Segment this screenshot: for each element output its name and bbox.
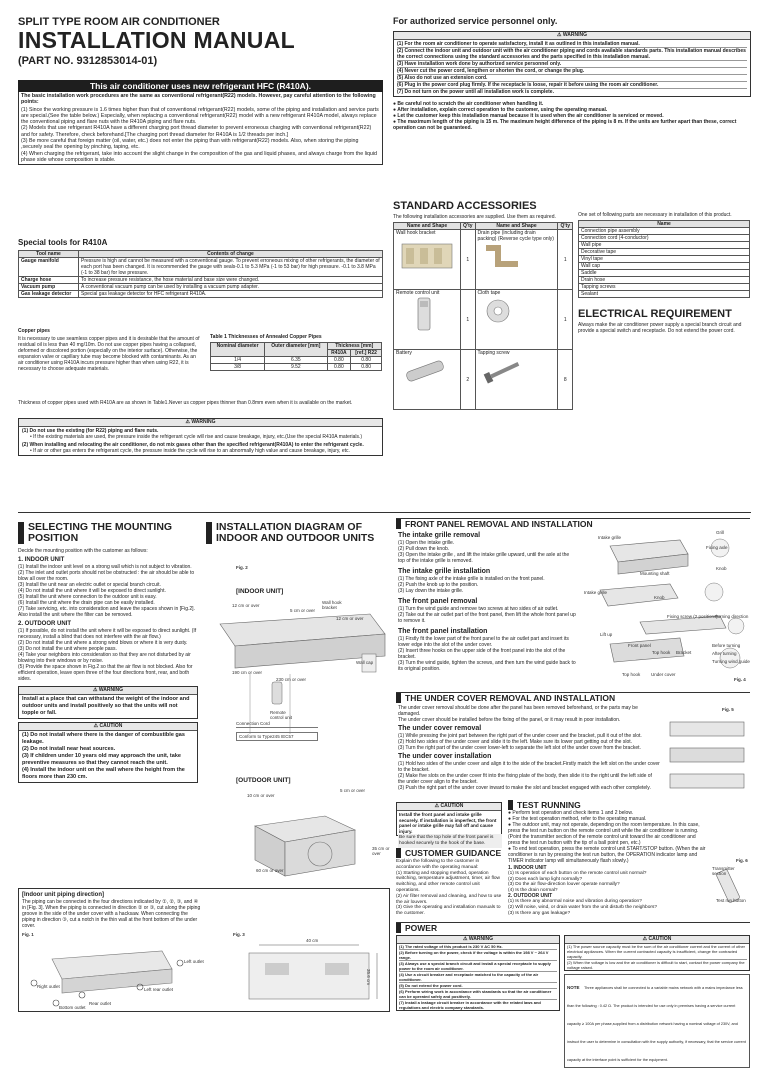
service-title: For authorized service personnel only.	[393, 16, 558, 26]
figure-label: Before turning	[712, 643, 741, 648]
copper-table-wrap	[210, 334, 382, 371]
note-label: NOTE	[567, 985, 580, 990]
test-check: (2) Does each lamp light normally?	[508, 876, 583, 882]
warning-item: • If the existing materials are used, the pressure inside the refrigerant cycle will rise and cause breakage, injury, etc.(Use the special R410A materials.)	[30, 434, 363, 440]
diagram-label: Remote control unit	[270, 710, 293, 720]
refrigerant-point: (2) Models that use refrigerant R410A have a different charging port thread diameter to prevent erroneous charging with conventional refrigerant(R22) and for safety. Therefore, check beforehand.[The charging port thread diameter for R410A is 1/2 threads per inch.]	[21, 125, 372, 138]
acc-name: Tapping screw	[477, 350, 510, 356]
test-check: (3) Do the air flow-direction louver operate normally?	[508, 882, 620, 888]
acc-qty: 1	[461, 230, 476, 290]
note-text: Three appliances shall be connected to a variable mains network with a mains impedance less than the following : 0.42 Ω. The product is intended for use only in premises having a service current capacity ≥ 100A per phase,supplied from a distribution network having a nominal voltage of 230V, and instruct the user to determine in consultation with the supply authority, if necessary, that the service current capacity at the interface point is sufficient for the equipment.	[567, 986, 746, 1062]
step-title: The front panel installation	[398, 628, 488, 635]
opt-item: Drain hose	[579, 277, 750, 284]
diagram-title: INSTALLATION DIAGRAM OF	[216, 521, 363, 533]
service-bullet: ● The maximum length of the piping is 15 m. The maximum height difference of the piping is 8 m. If the units are further apart than these, correct operation can not be guaranteed.	[393, 119, 751, 131]
copper-pipes	[18, 328, 200, 372]
warning-item: (1) Do not use the existing (for R22) piping and flare nuts.	[22, 428, 159, 434]
step-item: (1) Open the intake grille.	[398, 540, 455, 546]
tool-name: Gas leakage detector	[19, 291, 79, 298]
figure-label: Under cover	[651, 672, 676, 677]
diagram-label: 60 cm or over	[256, 868, 284, 873]
power-warning-item: (3) Always use a special branch circuit and install a special receptacle to supply power to the room air conditioner.	[399, 961, 557, 972]
under-cover-title: THE UNDER COVER REMOVAL AND INSTALLATION	[405, 693, 616, 703]
indoor-item: (4) Do not install the unit where it will be exposed to direct sunlight.	[18, 588, 166, 594]
piping-label: Left outlet	[184, 959, 204, 964]
tapping-screw-icon	[478, 356, 528, 386]
tools-table	[18, 250, 383, 298]
indoor-item: (7) Take servicing, etc. into consideration and leave the spaces shown in [Fig.2]. Also install the unit where the filter can be removed.	[18, 606, 195, 618]
caution-icon: ⚠	[93, 723, 100, 729]
opt-item: Saddle	[579, 270, 750, 277]
step-item: (2) Insert three hooks on the upper side of the front panel into the slot of the bracket.	[398, 648, 566, 660]
acc-name: Remote control unit	[396, 290, 440, 296]
warning-title: ⚠ WARNING	[397, 936, 559, 944]
indoor-item: (5) Install the unit where connection to the outdoor unit is easy.	[18, 594, 157, 600]
caution-text: Install the front panel and intake grille securely. If installation is imperfect, the front panel or intake grille may fall off and cause injury.	[399, 812, 497, 834]
caution-title: ⚠ CAUTION	[397, 803, 501, 811]
fig2-label: Fig. 2	[236, 565, 248, 570]
customer-item: (2) Air filter removal and cleaning, and how to use the air louvers.	[396, 893, 502, 905]
copper-cell: 0.80	[351, 364, 382, 371]
figure-label: Fixing axle	[706, 545, 728, 550]
figure-label: Intake grille	[598, 535, 622, 540]
step-item: (1) Turn the wind guide and remove two screws at two sides of air outlet.	[398, 606, 559, 612]
figure-label: Fixing screw (2 positions)	[667, 614, 718, 619]
copper-footer: Thickness of copper pipes used with R410A are as shown in Table1.Never us copper pipes thinner than 0.8mm even when it is available on the market.	[18, 400, 353, 406]
test-group-title: 1. INDOOR UNIT	[508, 865, 547, 871]
refrigerant-notice	[18, 80, 383, 165]
customer-item: (1) Starting and stopping method, operation switching, temperature adjustment, timer, air flow switching, and other remote control unit operations.	[396, 870, 500, 893]
customer-intro: Explain the following to the customer in accordance with the operating manual:	[396, 859, 480, 870]
diagram-label: 35 cm or over	[372, 846, 390, 856]
warning-icon: ⚠	[185, 419, 192, 425]
outdoor-item: (5) Provide the space shown in Fig.2 so that the air flow is not blocked. Also for efficient operation, leave open three of the four directions front, rear, and both sides.	[18, 664, 193, 682]
service-warning-item: (4) Never cut the power cord, lengthen or shorten the cord, or change the plug.	[397, 68, 747, 75]
optional-intro: One set of following parts are necessary in installation of this product.	[578, 212, 732, 218]
battery-icon	[396, 356, 456, 386]
test-bullet: ● To end test operation, press the remote control unit START/STOP button. (When the air conditioner is run by pressing the test run button, the OPERATION indicator lamp and TIMER indicator lamp will simultaneously flash slowly.)	[508, 846, 708, 864]
manual-header	[18, 16, 378, 67]
step-title: The intake grille removal	[398, 532, 481, 539]
copper-th: [ref.] R22	[351, 350, 382, 357]
accessories-table	[393, 222, 573, 410]
warning-box-refrigerant	[18, 418, 383, 456]
figure-label: Bracket	[676, 650, 692, 655]
wall-hook-bracket-icon	[396, 236, 458, 276]
acc-name: Wall hook bracket	[396, 230, 436, 236]
indoor-title: 1. INDOOR UNIT	[18, 557, 65, 563]
warning-title: ⚠ WARNING	[19, 419, 382, 427]
acc-name: Battery	[396, 350, 412, 356]
hook-note: Be sure that the top hole of the front panel is hooked securely to the hook of the base.	[398, 834, 502, 848]
power-warning-box	[396, 935, 560, 1011]
copper-cell: 0.80	[327, 357, 351, 364]
optional-parts	[578, 212, 750, 334]
indoor-unit-dimension-figure	[229, 941, 387, 1009]
copper-cell: 1/4	[211, 357, 265, 364]
acc-qty: 8	[558, 350, 573, 410]
tools-title: Special tools for R410A	[18, 238, 108, 247]
copper-th: Thickness [mm]	[327, 343, 381, 350]
opt-item: Decorative tape	[579, 249, 750, 256]
piping-label: Bottom outlet	[59, 1005, 86, 1010]
test-check: (3) Is there any gas leakage?	[508, 910, 571, 916]
service-warning-box	[393, 31, 751, 97]
acc-name: Drain pipe (including drain packing) (Reverse cycle type only)	[477, 230, 554, 242]
figure-label: Front panel	[628, 643, 651, 648]
test-title: TEST RUNNING	[517, 800, 581, 810]
mounting-warning-text: Install at a place that can withstand the weight of the indoor and outdoor units and install positively so that the units will not topple or fall.	[22, 696, 190, 716]
part-number: (PART NO. 9312853014-01)	[18, 55, 158, 67]
power-note	[564, 974, 750, 1068]
remote-control-icon	[396, 296, 436, 332]
conform-label: Conform to Type245 IEC57	[236, 732, 318, 741]
connection-cord-label: Connection Cord	[236, 720, 318, 728]
warning-item: • If air or other gas enters the refrigerant cycle, the pressure inside the cycle will rise to an abnormally high value and cause breakage, injury, etc.	[30, 448, 350, 454]
test-check: (4) Is the drain normal?	[508, 887, 558, 893]
service-section	[393, 16, 751, 131]
test-bullet: ● Perform test operation and check items 1 and 2 below.	[508, 810, 708, 816]
warning-icon: ⚠	[556, 32, 563, 38]
caution-item: (4) Install the indoor unit on the wall where the height from the floors more than 230 cm.	[22, 767, 185, 780]
accessories-title: STANDARD ACCESSORIES	[393, 200, 537, 212]
figure-label: Test run button	[716, 898, 746, 903]
test-check: (1) Is operation of each button on the remote control unit normal?	[508, 871, 647, 876]
under-cover-figure	[664, 714, 750, 794]
front-panel-section	[396, 518, 750, 529]
step-item: (1) Firstly fit the lower part of the front panel to the air outlet part and insert its lower edge into the slot of the under cover.	[398, 636, 569, 648]
piping-text: The piping can be connected in the four directions indicated by ①, ②, ③, and ④ in [Fig. 3]. When the piping is connected in direction ② or ③, cut along the piping groove in the side of the under cover with a hacksaw. When connecting the piping in direction ③, cut a notch in the thin wall at the front bottom of the under cover.	[22, 899, 201, 929]
piping-label: Rear outlet	[89, 1001, 112, 1006]
outdoor-item: (3) Do not install the unit where people pass.	[18, 646, 117, 652]
figure-label: Turning wind guide	[712, 659, 750, 664]
step-item: (3) Open the intake grille , and lift the intake grille upward, until the axle at the top of the intake grille is removed.	[398, 552, 570, 564]
diagram-label: 5 cm or over	[340, 788, 366, 793]
section-divider	[18, 512, 751, 513]
mounting-title: SELECTING THE MOUNTING	[28, 521, 173, 533]
caution-title: ⚠ CAUTION	[565, 936, 749, 944]
indoor-item: (1) Install the indoor unit level on a strong wall which is not subject to vibration.	[18, 564, 192, 570]
diagram-label: Wall cap	[356, 660, 374, 665]
mounting-section	[18, 522, 198, 783]
diagram-label: 5 cm or over	[290, 608, 316, 613]
power-warning-item: (4) Use a circuit breaker and receptacle matched to the capacity of the air conditioner.	[399, 972, 557, 983]
piping-directions-figure	[22, 939, 202, 1011]
step-item: (3) Turn the wind guide, tighten the screws, and then turn the wind guide back to its original position.	[398, 660, 576, 672]
diagram-label: 12 cm or over	[336, 616, 364, 621]
opt-th: Name	[579, 221, 750, 228]
outdoor-item: (2) Do not install the unit where a strong wind blows or where it is very dusty.	[18, 640, 188, 646]
copper-cell: 9.52	[265, 364, 327, 371]
step-item: (3) Turn the right part of the under cover lower-left to separate the left slot of the under cover from the bracket.	[398, 745, 641, 751]
opt-item: Wall pipe	[579, 242, 750, 249]
copper-cell: 6.35	[265, 357, 327, 364]
optional-parts-table	[578, 220, 750, 298]
step-item: (1) While pressing the joint part between the right part of the under cover and the bracket, pull it out of the slot.	[398, 733, 642, 739]
warning-title: ⚠ WARNING	[394, 32, 750, 40]
mounting-title: POSITION	[28, 532, 79, 544]
copper-th: Nominal diameter	[211, 343, 265, 357]
outdoor-title: 2. OUTDOOR UNIT	[18, 621, 72, 627]
piping-label: Right outlet	[37, 984, 60, 989]
opt-item: Connection cord (4-conductor)	[579, 235, 750, 242]
mounting-warning-box	[18, 686, 198, 719]
step-item: (3) Lay down the intake grille.	[398, 588, 464, 594]
step-item: (3) Push the right part of the under cover inward to make the slot and bracket engaged with each other completely.	[398, 785, 651, 791]
under-intro: The under cover should be installed before the fixing of the panel, or it may result in poor installation.	[398, 717, 621, 723]
service-bullet: ● After installation, explain correct operation to the customer, using the operating manual.	[393, 107, 751, 113]
service-warning-item: (5) Also do not use an extension cord.	[397, 75, 747, 82]
power-caution-item: (1) The power source capacity must be the sum of the air conditioner current and the current of other electrical appliances. When the current contracted capacity is insufficient, change the contracted capacity.	[567, 944, 746, 959]
doc-title: INSTALLATION MANUAL	[18, 27, 295, 53]
indoor-item: (6) Install the unit where the drain pipe can be easily installed.	[18, 600, 155, 606]
step-title: The intake grille installation	[398, 568, 491, 575]
copper-title: Copper pipes	[18, 328, 50, 334]
outdoor-item: (4) Take your neighbors into consideration so that they are not disturbed by air blowing into their windows or by noise.	[18, 652, 191, 664]
refrigerant-point: (1) Since the working pressure is 1.6 times higher than that of conventional refrigerant(R22) models, some of the piping and installation and service parts are special.(See the table below.) Especially, when replacing a conventional refrigerant(R22) model with a new refrigerant R410A model, always replace the conventional piping and flare nuts with the R410A piping and flare nuts.	[21, 106, 379, 126]
test-check: (2) Will noise, wind, or drain water from the unit disturb the neighbors?	[508, 904, 658, 910]
drain-pipe-icon	[478, 242, 528, 272]
acc-th: Q'ty	[461, 223, 476, 230]
special-tools	[18, 238, 383, 298]
connection-cord-box	[236, 720, 318, 741]
copper-cell: 0.80	[327, 364, 351, 371]
tool-desc: Special gas leakage detector for HFC refrigerant R410A.	[79, 291, 383, 298]
tools-th: Tool name	[19, 251, 79, 258]
step-item: (1) The fixing axle of the intake grille is installed on the front panel.	[398, 576, 545, 582]
copper-cell: 0.80	[351, 357, 382, 364]
fig1-label: Fig. 1	[22, 932, 34, 937]
opt-item: Vinyl tape	[579, 256, 750, 263]
step-title: The front panel removal	[398, 598, 478, 605]
step-item: (2) Pull down the knob.	[398, 546, 450, 552]
cloth-tape-icon	[478, 296, 518, 326]
diagram-title: INDOOR AND OUTDOOR UNITS	[216, 532, 375, 544]
electrical-title: ELECTRICAL REQUIREMENT	[578, 308, 732, 320]
caution-item: (1) Do not install where there is the danger of combustible gas leakage.	[22, 732, 185, 745]
service-warning-item: (3) Have installation work done by authorized service personnel only.	[397, 61, 747, 68]
power-section	[396, 922, 750, 933]
step-item: (1) Hold two sides of the under cover and align it to the side of the bracket.Firstly match the left slot on the under cover to the bracket.	[398, 761, 660, 773]
acc-th: Name and Shape	[475, 223, 558, 230]
outdoor-item: (1) If possible, do not install the unit where it will be exposed to direct sunlight. (If necessary, install a blind that does not interfere with the air flow.)	[18, 628, 197, 640]
caution-icon: ⚠	[642, 936, 649, 942]
accessories	[393, 200, 573, 410]
copper-cell: 3/8	[211, 364, 265, 371]
refrigerant-banner: This air conditioner uses new refrigerant HFC (R410A).	[18, 80, 383, 92]
indoor-unit-label: [INDOOR UNIT]	[236, 588, 284, 595]
copper-th: Outer diameter [mm]	[265, 343, 327, 357]
accessories-intro: The following installation accessories are supplied. Use them as required.	[393, 214, 556, 220]
service-warning-item: (1) For the room air conditioner to operate satisfactory, install it as outlined in this installation manual.	[397, 41, 747, 48]
caution-icon: ⚠	[434, 803, 441, 809]
opt-item: Sealant	[579, 291, 750, 298]
tools-th: Contents of change	[79, 251, 383, 258]
front-panel-caution-box	[396, 802, 502, 836]
service-warning-item: (2) Connect the indoor unit and outdoor unit with the air conditioner piping and cords available standards parts. This installation manual describes the correct connections using the standard accessories and the parts specified in this installation manual.	[397, 48, 746, 60]
power-warning-item: (6) Perform wiring work in accordance with standards so that the air conditioner can be operated safely and positively.	[399, 989, 557, 1000]
customer-item: (3) Give the operating and installation manuals to the customer.	[396, 905, 501, 917]
step-title: The under cover installation	[398, 753, 492, 760]
refrigerant-intro: The basic installation work procedures are the same as conventional refrigerant(R22) models. However, pay careful attention to the following points:	[21, 93, 376, 106]
figure-label: Transmitter section	[712, 866, 735, 876]
acc-th: Q'ty	[558, 223, 573, 230]
mounting-intro: Decide the mounting position with the customer as follows:	[18, 548, 148, 554]
diagram-label: Wall hook bracket	[322, 600, 342, 610]
figure-label: Intake grille	[584, 590, 608, 595]
figure-label: Knob	[654, 595, 665, 600]
front-panel-title: FRONT PANEL REMOVAL AND INSTALLATION	[405, 519, 593, 529]
tool-desc: Pressure is high and cannot be measured with a conventional gauge. To prevent erroneous mixing of other refrigerants, the diameter of each port has been changed. It is recommended the gauge with seals-0.1 to 5.3 MPa (-1 to 53 bar) for high pressure. -0.1 to 3.8 MPa (-1 to 38 bar) for low pressure.	[79, 258, 383, 277]
front-panel-figure	[580, 532, 750, 680]
figure-label: After turning	[712, 651, 737, 656]
fig4-label: Fig. 4	[734, 677, 746, 682]
outdoor-unit-label: [OUTDOOR UNIT]	[236, 777, 291, 784]
figure-label: Grill	[716, 530, 724, 535]
opt-item: Connection pipe assembly	[579, 228, 750, 235]
step-item: (2) Push the knob up to the position.	[398, 582, 479, 588]
test-group-title: 2. OUTDOOR UNIT	[508, 893, 553, 900]
under-cover-steps	[398, 705, 660, 791]
dimension-label: 35.6 cm	[366, 969, 371, 986]
indoor-item: (3) Install the unit near an electric outlet or special branch circuit.	[18, 582, 161, 588]
test-check: (1) Is there any abnormal noise and vibration during operation?	[508, 899, 642, 905]
copper-table-title: Table 1 Thicknesses of Annealed Copper Pipes	[210, 334, 322, 340]
electrical-text: Always make the air conditioner power supply a special branch circuit and provide a special switch and receptacle. Do not extend the power cord.	[578, 322, 742, 334]
warning-item: (2) When installing and relocating the air conditioner, do not mix gases other than the specified refrigerant(R410A) to enter the refrigerant cycle.	[22, 442, 364, 448]
copper-th: R410A	[327, 350, 351, 357]
step-item: (2) Hold two sides of the under cover and slide it to the left. Make sure its lower part getting out of the slot.	[398, 739, 633, 745]
acc-qty: 1	[461, 290, 476, 350]
power-warning-item: (7) Install a leakage circuit breaker in accordance with the related laws and regulations and electric company standards.	[399, 1000, 541, 1010]
doc-subtitle: SPLIT TYPE ROOM AIR CONDITIONER	[18, 16, 220, 28]
tool-desc: A conventional vacuum pump can be used by installing a vacuum pump adapter.	[79, 284, 383, 291]
warning-icon: ⚠	[462, 936, 469, 942]
mounting-caution-box	[18, 722, 198, 783]
acc-th: Name and Shape	[394, 223, 461, 230]
opt-item: Wall cap	[579, 263, 750, 270]
figure-label: Top hook	[652, 650, 671, 655]
acc-name: Cloth tape	[477, 290, 501, 296]
caution-item: (2) Do not install near heat sources.	[22, 746, 116, 752]
tool-desc: To increase pressure resistance, the hose material and base size were changed.	[79, 277, 383, 284]
power-title: POWER	[405, 923, 438, 933]
step-item: (2) Make five slots on the under cover fit into the fixing plate of the body, then slide it to the right until the left side of the under cover align to the bracket.	[398, 773, 652, 785]
service-bullet: ● Let the customer keep this installation manual because it is used when the air conditioner is serviced or moved.	[393, 113, 751, 119]
copper-table	[210, 342, 382, 371]
customer-title: CUSTOMER GUIDANCE	[405, 848, 502, 858]
diagram-label: 230 cm or over	[276, 677, 307, 682]
figure-label: Mounting shaft	[640, 571, 670, 576]
acc-qty: 2	[461, 350, 476, 410]
power-caution-box	[564, 935, 750, 971]
service-bullet: ● Be careful not to scratch the air conditioner when handling it.	[393, 101, 751, 107]
figure-label: Knob	[716, 566, 727, 571]
tool-name: Vacuum pump	[19, 284, 79, 291]
tool-name: Charge hose	[19, 277, 79, 284]
test-bullet: ● For the test operation method, refer to the operating manual.	[508, 816, 708, 822]
figure-label: Top hook	[622, 672, 641, 677]
under-intro: The under cover removal should be done after the panel has been removed beforehand, or the parts may be damaged.	[398, 705, 638, 717]
test-bullet: ● The outdoor unit, may not operate, depending on the room temperature. In this case, press the test run button on the remote control unit while the air conditioner is running. (Point the transmitter section of the remote control unit toward the air conditioner and press the test run button with the tip of a ball point pen, etc.)	[508, 822, 708, 846]
customer-guidance-section	[396, 848, 504, 917]
warning-icon: ⚠	[92, 687, 99, 693]
figure-label: Lift up	[600, 632, 613, 637]
piping-direction-box	[18, 888, 390, 1012]
diagram-label: 10 cm or over	[247, 793, 275, 798]
warning-title: ⚠ WARNING	[19, 687, 197, 695]
installation-diagram-section	[206, 522, 392, 544]
diagram-label: 190 cm or over	[232, 670, 263, 675]
power-warning-item: (1) The rated voltage of this product is 230 V AC 50 Hz.	[399, 944, 557, 950]
under-cover-section	[396, 692, 750, 703]
power-caution-item: (2) When the voltage is low and the air conditioner is difficult to start, contact the power company the voltage raised.	[567, 960, 745, 970]
figure-label: Turning direction	[715, 614, 749, 619]
caution-item: (3) If children under 10 years old may approach the unit, take preventive measures so that they cannot reach the unit.	[22, 753, 181, 766]
fig3-label: Fig. 3	[233, 932, 245, 937]
indoor-item: (2) The inlet and outlet ports should not be obstructed : the air should be able to blow all over the room.	[18, 570, 195, 582]
service-warning-item: (6) Plug in the power cord plug firmly. If the receptacle is loose, repair it before using the room air conditioner.	[397, 82, 747, 89]
step-item: (2) Take out the air outlet part of the front panel, then lift the whole front panel up to remove it.	[398, 612, 576, 624]
acc-qty: 1	[558, 230, 573, 290]
copper-text: It is necessary to use seamless copper pipes and it is desirable that the amount of residual oil is less than 40 mg/10m. Do not use copper pipes having a collapsed, deformed or discolored portion (especially on the interior surface). Otherwise, the expansion valve or capillary tube may become blocked with contaminants. As an air conditioner using R410A incurs pressure higher than when using R22, it is necessary to choose adequate materials.	[18, 336, 200, 372]
caution-title: ⚠ CAUTION	[19, 723, 197, 731]
power-warning-item: (5) Do not extend the power cord.	[399, 983, 557, 989]
acc-qty: 1	[558, 290, 573, 350]
piping-title: [Indoor unit piping direction]	[22, 892, 104, 898]
refrigerant-point: (4) When charging the refrigerant, take into account the slight change in the composition of the gas and liquid phases, and always charge from the liquid phase side whose composition is stable.	[21, 150, 377, 163]
tool-name: Gauge manifold	[19, 258, 79, 277]
refrigerant-point: (3) Be more careful that foreign matter (oil, water, etc.) does not enter the piping than with refrigerant(R22) models. Also, when storing the piping ,securely seal the opening by pinching, taping, etc.	[21, 138, 359, 151]
opt-item: Tapping screws	[579, 284, 750, 291]
step-title: The under cover removal	[398, 725, 482, 732]
service-warning-item: (7) Do not turn on the power until all installation work is complete.	[397, 89, 554, 95]
power-warning-item: (2) Before turning on the power, check if the voltage is within the 198 V ~ 264 V range.	[399, 950, 557, 961]
dimension-label: 40 cm	[306, 938, 319, 943]
diagram-label: 12 cm or over	[232, 603, 260, 608]
piping-label: Left rear outlet	[144, 987, 174, 992]
fig6-label: Fig. 6	[736, 858, 748, 863]
fig5-label: Fig. 5	[722, 707, 734, 712]
front-panel-steps	[398, 532, 576, 672]
